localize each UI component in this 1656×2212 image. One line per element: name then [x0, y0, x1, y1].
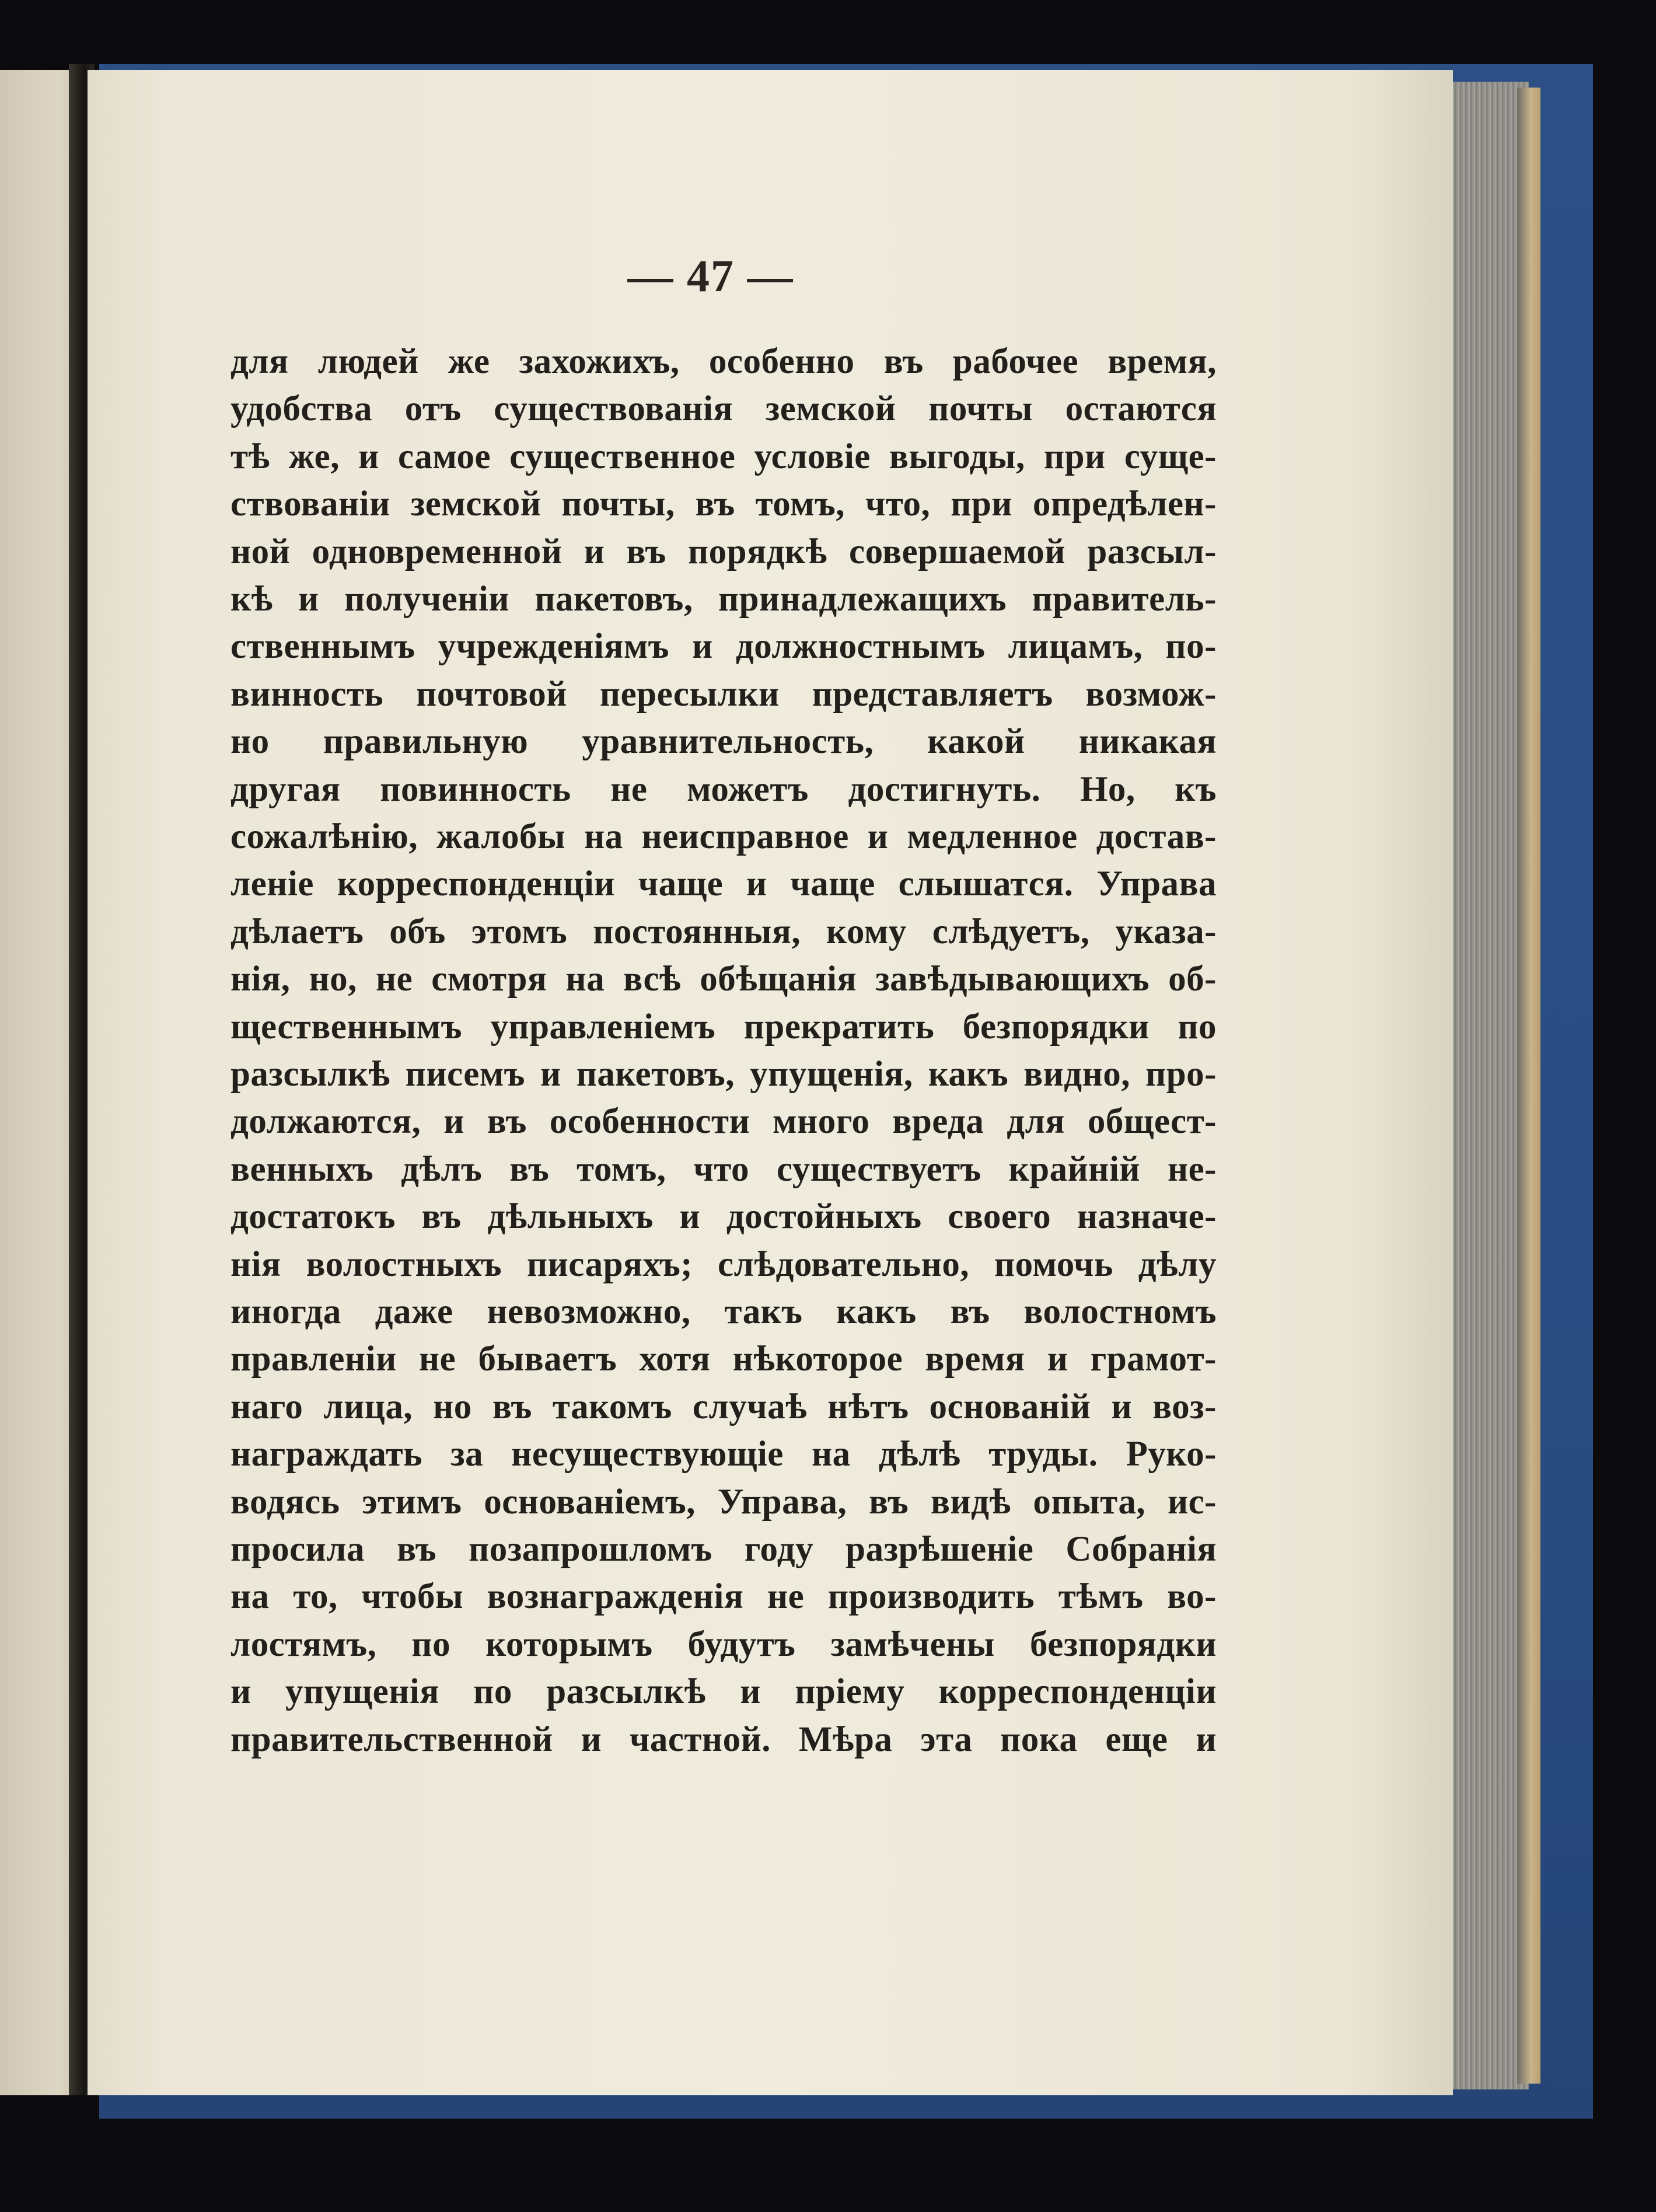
text-line: правительственной и частной. Мѣра эта пока еще и — [230, 1720, 1217, 1759]
text-line: удобства отъ существованія земской почты остаются — [230, 389, 1217, 428]
text-line: лостямъ, по которымъ будутъ замѣчены безпорядки — [230, 1625, 1217, 1664]
text-line: ствованіи земской почты, въ томъ, что, при опредѣлен- — [230, 484, 1217, 524]
text-line: но правильную уравнительность, какой никакая — [230, 722, 1217, 761]
text-line: другая повинность не можетъ достигнуть. Но, къ — [230, 770, 1217, 809]
text-line: сожалѣнію, жалобы на неисправное и медленное достав- — [230, 817, 1217, 856]
text-line: ной одновременной и въ порядкѣ совершаемой разсыл- — [230, 532, 1217, 571]
text-line: нія волостныхъ писаряхъ; слѣдовательно, помочь дѣлу — [230, 1245, 1217, 1284]
text-line: водясь этимъ основаніемъ, Управа, въ видѣ опыта, ис- — [230, 1482, 1217, 1522]
text-line: ственнымъ учрежденіямъ и должностнымъ лицамъ, по- — [230, 627, 1217, 666]
text-line: щественнымъ управленіемъ прекратить безпорядки по — [230, 1007, 1217, 1046]
text-line: дѣлаетъ объ этомъ постоянныя, кому слѣдуетъ, указа- — [230, 912, 1217, 951]
text-line: нія, но, не смотря на всѣ обѣщанія завѣдывающихъ об- — [230, 960, 1217, 999]
text-line: разсылкѣ писемъ и пакетовъ, упущенія, какъ видно, про- — [230, 1055, 1217, 1094]
text-line: просила въ позапрошломъ году разрѣшеніе Собранія — [230, 1530, 1217, 1569]
text-line: для людей же захожихъ, особенно въ рабочее время, — [230, 342, 1217, 381]
text-line: достатокъ въ дѣльныхъ и достойныхъ своего назначе- — [230, 1197, 1217, 1236]
page-number: — 47 — — [627, 250, 794, 301]
text-line: правленіи не бываетъ хотя нѣкоторое время и грамот- — [230, 1339, 1217, 1379]
text-line: иногда даже невозможно, такъ какъ въ волостномъ — [230, 1292, 1217, 1331]
text-line: на то, чтобы вознагражденія не производить тѣмъ во- — [230, 1577, 1217, 1616]
text-line: должаются, и въ особенности много вреда для общест- — [230, 1102, 1217, 1141]
text-line: кѣ и полученіи пакетовъ, принадлежащихъ правитель- — [230, 580, 1217, 619]
text-line: награждать за несуществующіе на дѣлѣ труды. Руко- — [230, 1435, 1217, 1474]
text-line: венныхъ дѣлъ въ томъ, что существуетъ крайній не- — [230, 1150, 1217, 1189]
text-line: наго лица, но въ такомъ случаѣ нѣтъ основаній и воз- — [230, 1387, 1217, 1426]
text-line: и упущенія по разсылкѣ и пріему корреспонденціи — [230, 1672, 1217, 1711]
text-line: винность почтовой пересылки представляетъ возмож- — [230, 675, 1217, 714]
text-line: леніе корреспонденціи чаще и чаще слышатся. Управа — [230, 864, 1217, 903]
text-line: тѣ же, и самое существенное условіе выгоды, при суще- — [230, 437, 1217, 476]
